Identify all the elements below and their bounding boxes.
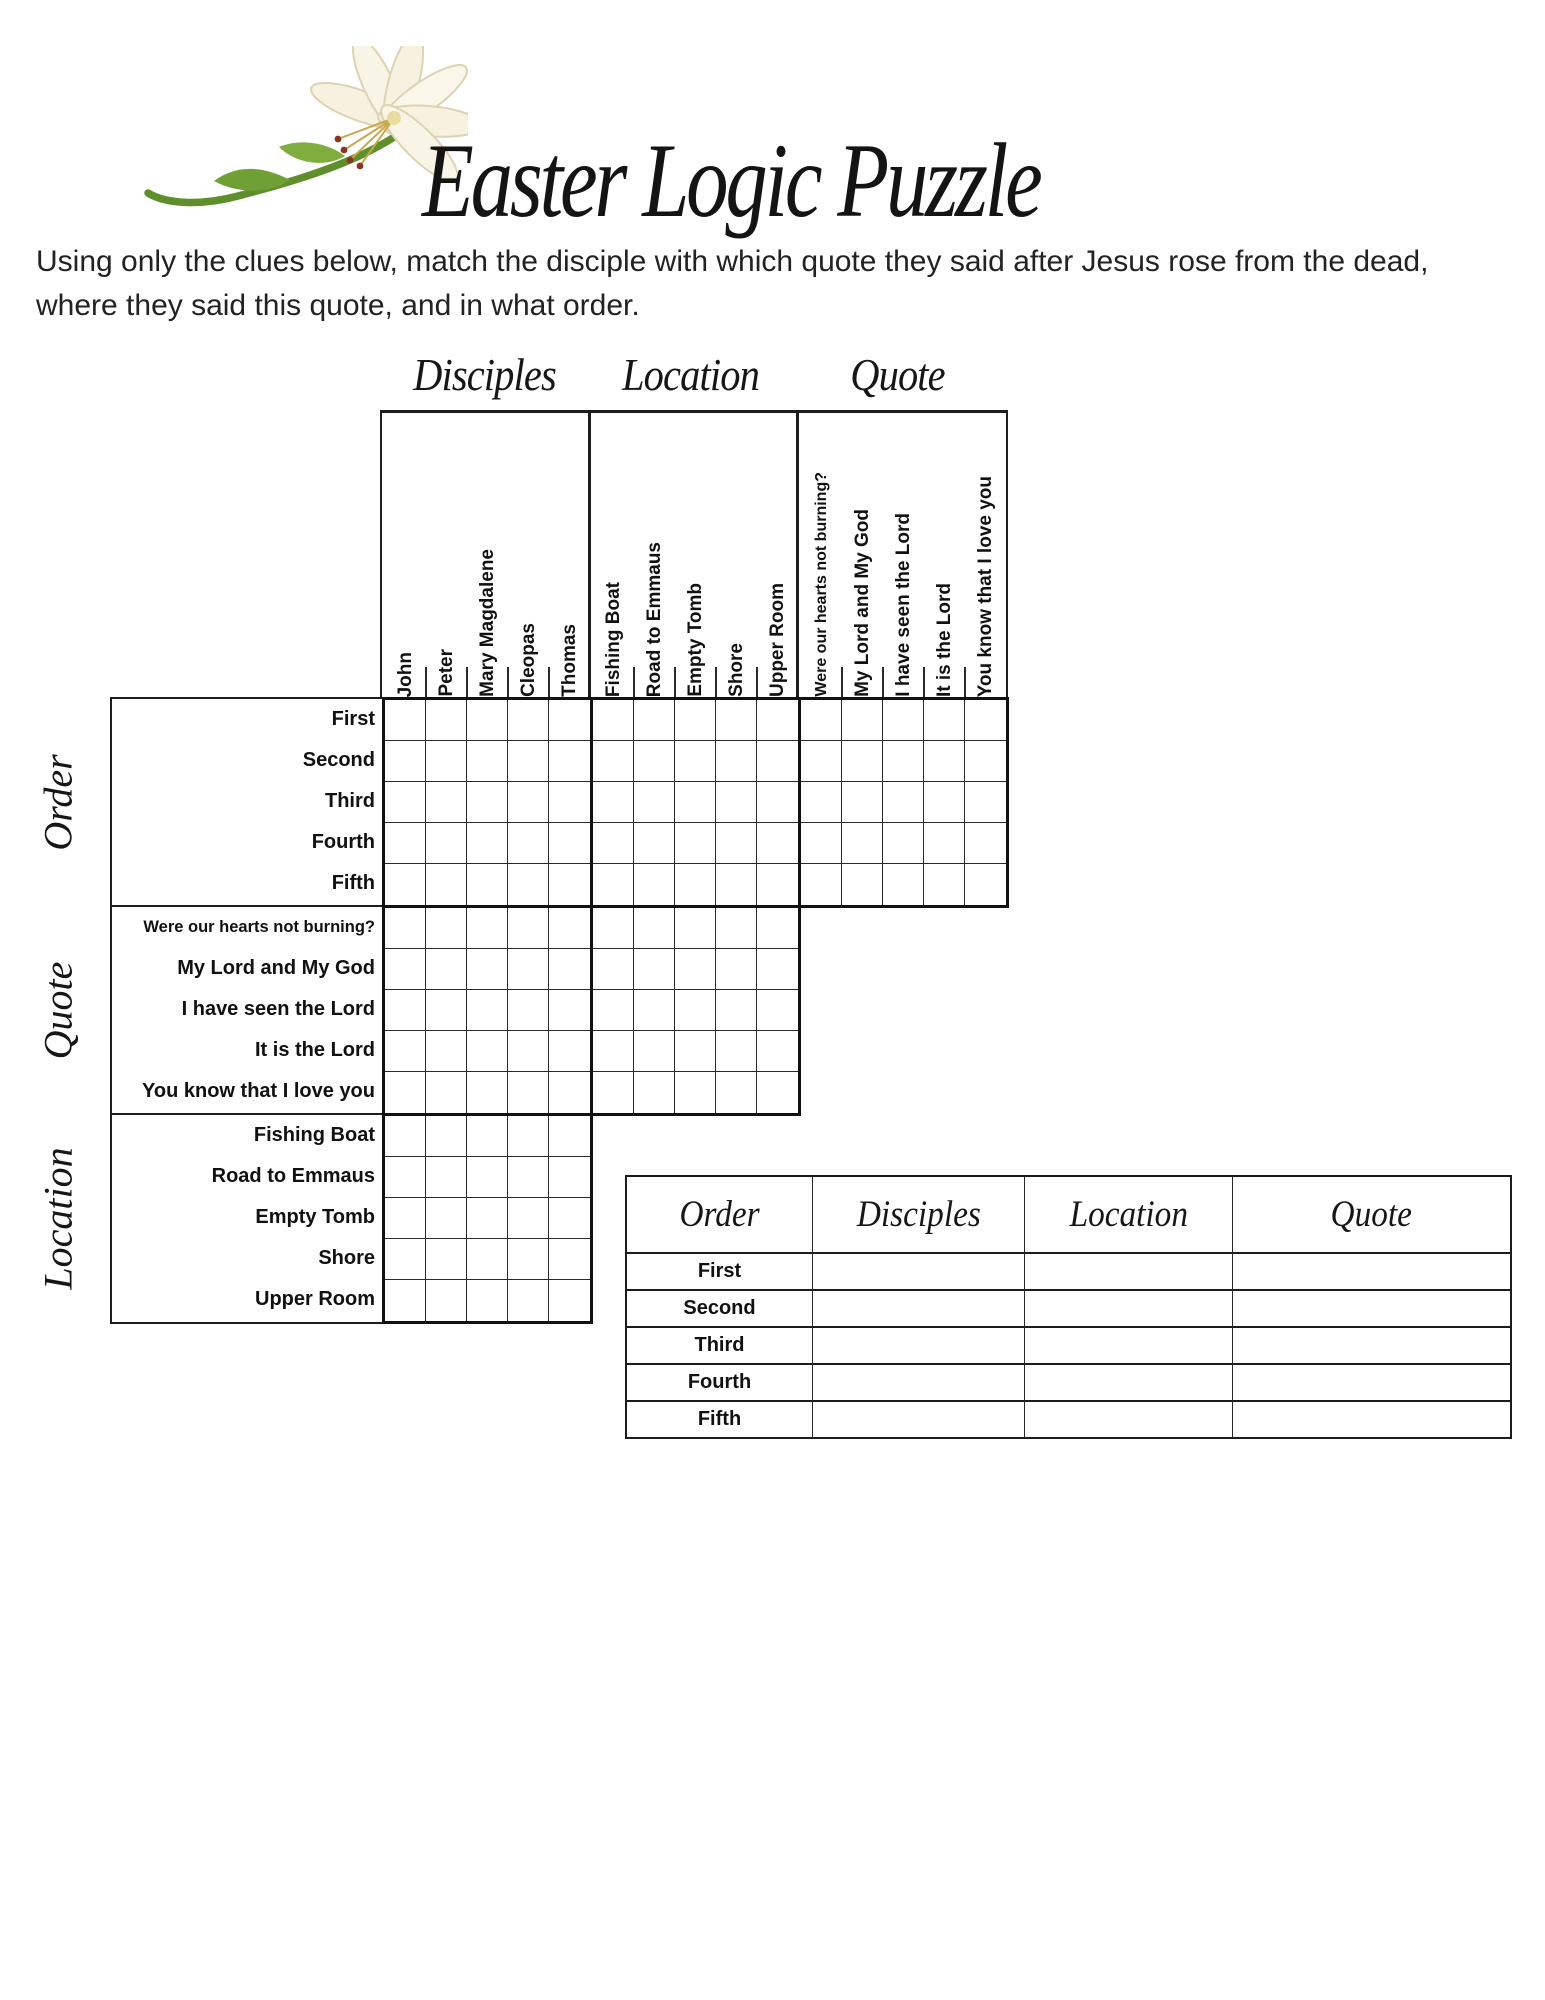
grid-cell xyxy=(467,1198,508,1239)
grid-cell xyxy=(757,1031,798,1072)
grid-cell xyxy=(385,823,426,864)
column-header-quote-3 xyxy=(924,413,965,697)
grid-block-order-x-quote xyxy=(798,697,1009,908)
row-label: Shore xyxy=(318,1247,375,1269)
grid-cell xyxy=(385,1116,426,1157)
answer-header-label: Order xyxy=(679,1194,760,1235)
grid-cell xyxy=(426,823,467,864)
grid-cell xyxy=(593,949,634,990)
grid-cell xyxy=(385,1239,426,1280)
grid-cell xyxy=(508,1116,549,1157)
row-label: Upper Room xyxy=(255,1288,375,1310)
answer-cell xyxy=(1232,1326,1510,1363)
instructions-line-1: Using only the clues below, match the disciple with which quote they said after Jesus rose from the dead, xyxy=(36,245,1429,278)
row-label-box-location xyxy=(110,1113,384,1324)
column-header-quote-0 xyxy=(801,413,842,697)
grid-cell xyxy=(467,741,508,782)
grid-cell xyxy=(675,949,716,990)
page-title: Easter Logic Puzzle xyxy=(422,122,1040,240)
grid-cell xyxy=(508,990,549,1031)
grid-cell xyxy=(549,1031,590,1072)
answer-table xyxy=(625,1175,1512,1439)
answer-cell xyxy=(1024,1289,1232,1326)
column-header-disciples-0 xyxy=(385,413,426,697)
column-header-label: Shore xyxy=(726,643,747,697)
grid-cell xyxy=(385,782,426,823)
grid-cell xyxy=(883,700,924,741)
grid-cell xyxy=(675,700,716,741)
answer-cell xyxy=(1024,1363,1232,1400)
answer-cell xyxy=(812,1252,1024,1289)
column-header-label: Were our hearts not burning? xyxy=(812,472,830,697)
grid-cell xyxy=(508,1198,549,1239)
answer-cell xyxy=(1024,1252,1232,1289)
answer-cell xyxy=(1024,1326,1232,1363)
answer-header-label: Quote xyxy=(1330,1194,1413,1235)
grid-cell xyxy=(593,741,634,782)
column-header-disciples-3 xyxy=(508,413,549,697)
grid-cell xyxy=(924,741,965,782)
answer-row-label: Second xyxy=(627,1289,812,1326)
grid-cell xyxy=(426,700,467,741)
grid-cell xyxy=(549,949,590,990)
grid-cell xyxy=(508,1072,549,1113)
row-label: Second xyxy=(302,749,375,771)
column-header-quote-2 xyxy=(883,413,924,697)
grid-cell xyxy=(467,1031,508,1072)
column-header-label: You know that I love you xyxy=(975,475,996,697)
row-label: First xyxy=(331,708,375,730)
grid-cell xyxy=(675,908,716,949)
answer-header-label: Location xyxy=(1069,1194,1188,1235)
grid-cell xyxy=(467,1072,508,1113)
grid-cell xyxy=(757,908,798,949)
grid-cell xyxy=(924,823,965,864)
grid-cell xyxy=(965,864,1006,905)
grid-cell xyxy=(716,741,757,782)
grid-cell xyxy=(549,1239,590,1280)
grid-cell xyxy=(549,700,590,741)
grid-cell xyxy=(549,741,590,782)
grid-cell xyxy=(757,782,798,823)
grid-cell xyxy=(549,1072,590,1113)
row-label: Were our hearts not burning? xyxy=(143,918,375,936)
grid-block-order-x-location xyxy=(590,697,801,908)
grid-cell xyxy=(426,1239,467,1280)
section-label-order xyxy=(18,697,98,908)
grid-block-order-x-disciples xyxy=(382,697,593,908)
grid-cell xyxy=(675,864,716,905)
grid-cell xyxy=(426,1157,467,1198)
grid-cell xyxy=(385,990,426,1031)
grid-cell xyxy=(549,864,590,905)
grid-cell xyxy=(801,741,842,782)
grid-cell xyxy=(426,741,467,782)
grid-cell xyxy=(593,908,634,949)
grid-cell xyxy=(675,1072,716,1113)
grid-cell xyxy=(467,1239,508,1280)
grid-cell xyxy=(549,1157,590,1198)
grid-cell xyxy=(757,864,798,905)
column-header-label: Road to Emmaus xyxy=(644,541,665,697)
column-header-label: I have seen the Lord xyxy=(893,513,914,697)
grid-block-quote-x-location xyxy=(590,905,801,1116)
grid-cell xyxy=(426,990,467,1031)
grid-cell xyxy=(549,1198,590,1239)
grid-cell xyxy=(675,741,716,782)
answer-row-label: Third xyxy=(627,1326,812,1363)
grid-cell xyxy=(467,700,508,741)
grid-block-location-x-disciples xyxy=(382,1113,593,1324)
grid-cell xyxy=(757,741,798,782)
grid-cell xyxy=(508,864,549,905)
column-header-disciples-4 xyxy=(549,413,590,697)
column-header-label: John xyxy=(395,651,416,697)
grid-cell xyxy=(549,823,590,864)
grid-cell xyxy=(508,741,549,782)
grid-cell xyxy=(593,782,634,823)
grid-cell xyxy=(508,782,549,823)
column-header-disciples-2 xyxy=(467,413,508,697)
column-header-label: Cleopas xyxy=(518,623,539,697)
grid-cell xyxy=(883,864,924,905)
grid-cell xyxy=(801,823,842,864)
column-header-quote-4 xyxy=(965,413,1006,697)
grid-cell xyxy=(508,908,549,949)
answer-cell xyxy=(1232,1400,1510,1437)
grid-cell xyxy=(965,700,1006,741)
grid-cell xyxy=(593,1072,634,1113)
grid-cell xyxy=(675,1031,716,1072)
instructions-line-2: where they said this quote, and in what order. xyxy=(36,289,640,322)
grid-cell xyxy=(842,823,883,864)
grid-cell xyxy=(426,949,467,990)
row-label: Fishing Boat xyxy=(253,1124,375,1146)
answer-cell xyxy=(1232,1252,1510,1289)
grid-cell xyxy=(426,908,467,949)
grid-cell xyxy=(801,782,842,823)
row-label: Fifth xyxy=(331,872,375,894)
grid-cell xyxy=(385,1072,426,1113)
grid-cell xyxy=(675,823,716,864)
grid-cell xyxy=(634,1031,675,1072)
grid-cell xyxy=(965,782,1006,823)
column-header-location-0 xyxy=(593,413,634,697)
column-header-quote-1 xyxy=(842,413,883,697)
grid-cell xyxy=(675,782,716,823)
column-header-label: Mary Magdalene xyxy=(477,549,498,697)
answer-cell xyxy=(812,1326,1024,1363)
answer-cell xyxy=(812,1363,1024,1400)
grid-cell xyxy=(467,864,508,905)
grid-cell xyxy=(426,864,467,905)
grid-cell xyxy=(467,823,508,864)
grid-cell xyxy=(716,990,757,1031)
grid-cell xyxy=(965,741,1006,782)
answer-header-cell xyxy=(1024,1177,1232,1252)
grid-cell xyxy=(801,700,842,741)
grid-cell xyxy=(634,990,675,1031)
grid-cell xyxy=(508,1157,549,1198)
grid-cell xyxy=(842,864,883,905)
answer-row-label: Fifth xyxy=(627,1400,812,1437)
column-header-location-2 xyxy=(675,413,716,697)
row-label: Road to Emmaus xyxy=(211,1165,375,1187)
grid-group-label-location: Location xyxy=(622,349,759,400)
column-header-location-3 xyxy=(716,413,757,697)
row-label-box-quote xyxy=(110,905,384,1116)
easter-lily-icon xyxy=(138,46,468,218)
grid-cell xyxy=(385,1031,426,1072)
answer-cell xyxy=(812,1289,1024,1326)
grid-cell xyxy=(549,782,590,823)
grid-cell xyxy=(467,1280,508,1321)
grid-cell xyxy=(593,823,634,864)
grid-cell xyxy=(965,823,1006,864)
row-label-box-order xyxy=(110,697,384,908)
grid-cell xyxy=(508,700,549,741)
grid-cell xyxy=(716,949,757,990)
instructions xyxy=(36,240,1506,328)
answer-cell xyxy=(1024,1400,1232,1437)
section-label-quote xyxy=(18,905,98,1116)
grid-cell xyxy=(467,782,508,823)
column-header-disciples-1 xyxy=(426,413,467,697)
section-label-text: Order xyxy=(35,754,81,851)
column-header-label: Peter xyxy=(436,649,457,697)
grid-cell xyxy=(924,782,965,823)
grid-cell xyxy=(508,1239,549,1280)
grid-cell xyxy=(426,1198,467,1239)
grid-cell xyxy=(924,864,965,905)
row-label: My Lord and My God xyxy=(177,957,375,979)
grid-cell xyxy=(467,1116,508,1157)
grid-block-quote-x-disciples xyxy=(382,905,593,1116)
column-header-location-1 xyxy=(634,413,675,697)
grid-cell xyxy=(385,1157,426,1198)
answer-row-label: Fourth xyxy=(627,1363,812,1400)
grid-cell xyxy=(757,1072,798,1113)
column-header-label: Empty Tomb xyxy=(685,583,706,697)
row-label: Third xyxy=(325,790,375,812)
grid-cell xyxy=(467,949,508,990)
answer-row-label: First xyxy=(627,1252,812,1289)
row-label: Fourth xyxy=(311,831,375,853)
grid-cell xyxy=(757,949,798,990)
grid-cell xyxy=(426,1280,467,1321)
grid-cell xyxy=(801,864,842,905)
grid-cell xyxy=(508,823,549,864)
answer-header-label: Disciples xyxy=(856,1194,981,1235)
grid-cell xyxy=(426,1072,467,1113)
answer-cell xyxy=(1232,1363,1510,1400)
column-header-label: Thomas xyxy=(559,624,580,697)
grid-cell xyxy=(593,990,634,1031)
grid-cell xyxy=(467,908,508,949)
grid-cell xyxy=(716,908,757,949)
grid-cell xyxy=(634,864,675,905)
grid-cell xyxy=(634,782,675,823)
grid-cell xyxy=(634,1072,675,1113)
grid-cell xyxy=(549,990,590,1031)
grid-cell xyxy=(426,1031,467,1072)
grid-cell xyxy=(549,1116,590,1157)
grid-cell xyxy=(385,1198,426,1239)
grid-cell xyxy=(716,1031,757,1072)
grid-cell xyxy=(675,990,716,1031)
grid-cell xyxy=(716,823,757,864)
grid-cell xyxy=(757,823,798,864)
grid-group-label-disciples: Disciples xyxy=(413,349,556,400)
grid-cell xyxy=(426,1116,467,1157)
grid-cell xyxy=(842,782,883,823)
grid-cell xyxy=(924,700,965,741)
grid-cell xyxy=(883,823,924,864)
row-label: It is the Lord xyxy=(255,1039,375,1061)
grid-cell xyxy=(634,700,675,741)
column-header-label: Fishing Boat xyxy=(603,581,624,697)
grid-cell xyxy=(467,1157,508,1198)
grid-cell xyxy=(508,949,549,990)
grid-cell xyxy=(842,700,883,741)
answer-header-cell xyxy=(1232,1177,1510,1252)
grid-cell xyxy=(716,700,757,741)
answer-cell xyxy=(1232,1289,1510,1326)
answer-header-cell xyxy=(627,1177,812,1252)
grid-cell xyxy=(716,864,757,905)
grid-cell xyxy=(467,990,508,1031)
grid-cell xyxy=(549,908,590,949)
column-header-label: Upper Room xyxy=(767,583,788,697)
grid-cell xyxy=(716,1072,757,1113)
column-header-label: My Lord and My God xyxy=(852,509,873,697)
grid-cell xyxy=(716,782,757,823)
answer-cell xyxy=(812,1400,1024,1437)
grid-cell xyxy=(385,700,426,741)
grid-cell xyxy=(593,1031,634,1072)
grid-cell xyxy=(385,741,426,782)
grid-cell xyxy=(883,782,924,823)
column-header-location-4 xyxy=(757,413,798,697)
grid-cell xyxy=(842,741,883,782)
grid-cell xyxy=(757,990,798,1031)
grid-cell xyxy=(426,782,467,823)
grid-cell xyxy=(634,908,675,949)
section-label-location xyxy=(18,1113,98,1324)
grid-cell xyxy=(385,864,426,905)
grid-cell xyxy=(508,1031,549,1072)
grid-cell xyxy=(634,949,675,990)
grid-cell xyxy=(757,700,798,741)
grid-cell xyxy=(385,949,426,990)
section-label-text: Quote xyxy=(35,961,81,1060)
answer-header-cell xyxy=(812,1177,1024,1252)
column-header-label: It is the Lord xyxy=(934,583,955,697)
grid-cell xyxy=(634,741,675,782)
row-label: Empty Tomb xyxy=(255,1206,375,1228)
grid-group-label-quote: Quote xyxy=(850,349,945,400)
grid-cell xyxy=(385,1280,426,1321)
grid-cell xyxy=(883,741,924,782)
section-label-text: Location xyxy=(35,1147,81,1290)
row-label: I have seen the Lord xyxy=(181,998,375,1020)
row-label: You know that I love you xyxy=(142,1080,375,1102)
grid-cell xyxy=(549,1280,590,1321)
grid-cell xyxy=(593,700,634,741)
grid-cell xyxy=(508,1280,549,1321)
grid-cell xyxy=(385,908,426,949)
grid-cell xyxy=(634,823,675,864)
grid-cell xyxy=(593,864,634,905)
